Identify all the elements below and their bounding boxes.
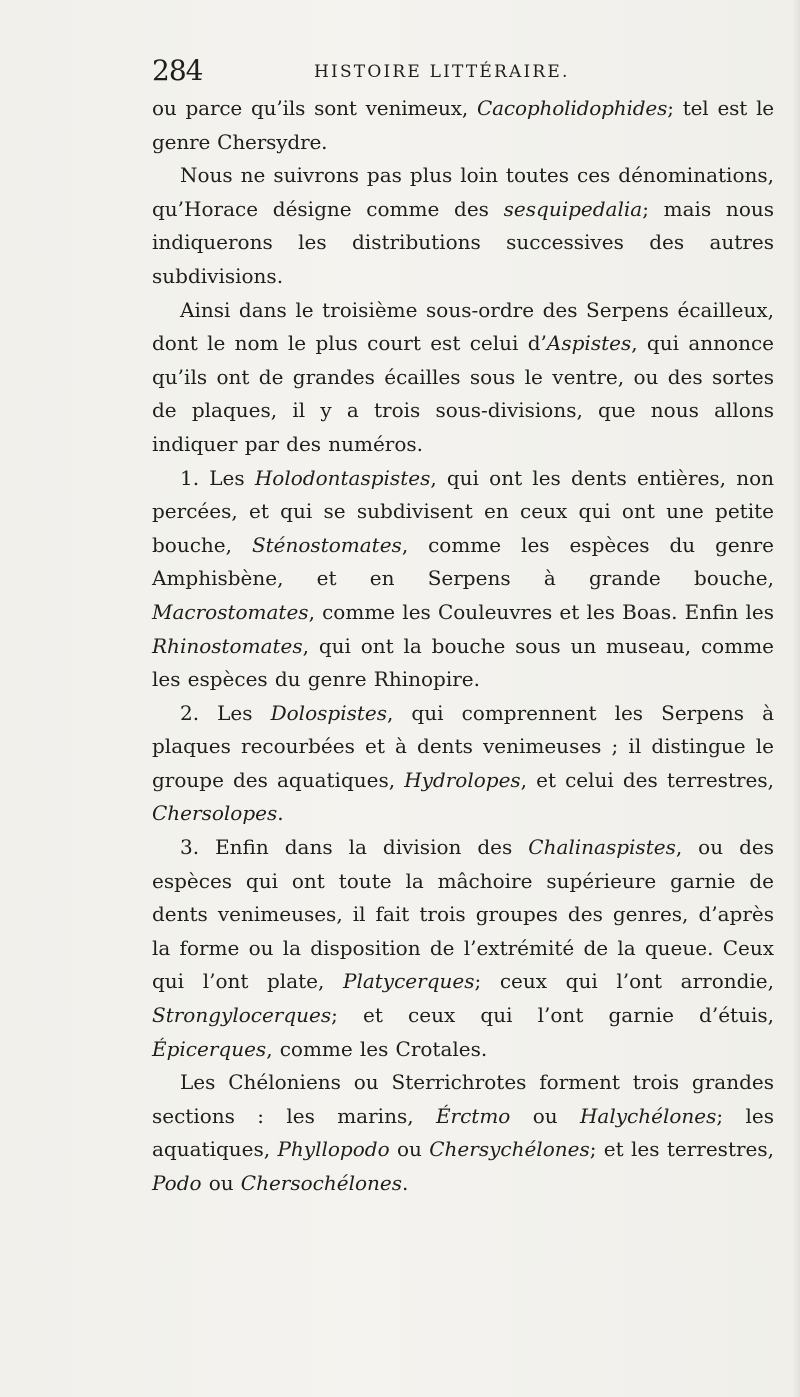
paragraph-5: [152, 697, 774, 831]
text-segment: .: [402, 1171, 409, 1195]
text-segment: ; tel est le genre Chersydre.: [152, 96, 774, 154]
text-segment: 2. Les: [180, 700, 271, 725]
text-segment: , et celui des terrestres,: [520, 767, 774, 792]
text-segment: , qui ont la bouche sous un museau, comme les espèces du genre Rhinopire.: [152, 633, 774, 692]
paragraph-7: [152, 1066, 774, 1200]
text-segment: Les Chéloniens ou Sterrichrotes forment trois grandes sections : les marins,: [152, 1070, 774, 1128]
text-segment: , qui comprennent les Serpens à plaques recourbées et à dents venimeuses ; il distingue le groupe des aquatiques,: [152, 700, 775, 792]
text-segment: Nous ne suivrons pas plus loin toutes ces dénominations, qu’Horace désigne comme des: [152, 163, 774, 221]
group-name: Chersolopes: [152, 801, 278, 826]
page-number: 284: [152, 54, 203, 87]
group-name: Érctmo: [435, 1103, 511, 1128]
group-name: Aspistes: [546, 331, 632, 356]
group-name: Platycerques: [342, 969, 475, 994]
text-segment: ; les aquatiques,: [152, 1103, 774, 1162]
group-name: Chersochélones: [240, 1171, 403, 1195]
group-name: Podo: [152, 1171, 202, 1195]
text-segment: , qui ont les dents entières, non percées, et qui se subdivisent en ceux qui ont une petite bouche,: [152, 465, 775, 557]
text-segment: ; et ceux qui l’ont garnie d’étuis,: [331, 1003, 774, 1028]
text-segment: ou: [510, 1103, 580, 1128]
text-segment: , ou des espèces qui ont toute la mâchoire supérieure garnie de dents venimeuses, il fait trois groupes des genres, d’après la forme ou la disposition de l’extrémité de la queue. Ceux qui l’ont plate,: [152, 835, 774, 994]
group-name: Phyllopodo: [277, 1137, 390, 1162]
paragraph-1: [152, 92, 774, 159]
text-segment: , qui annonce qu’ils ont de grandes écailles sous le ventre, ou des sortes de plaques, il y a trois sous-divisions, que nous allons indiquer par des numéros.: [152, 331, 774, 456]
paragraph-2: [152, 159, 774, 293]
text-segment: .: [277, 801, 284, 826]
text-segment: 3. Enfin dans la division des: [180, 835, 529, 860]
text-segment: Ainsi dans le troisième sous-ordre des Serpens écailleux, dont le nom le plus court est celui d’: [152, 297, 774, 356]
text-segment: ou: [201, 1171, 241, 1195]
paragraph-6: [152, 831, 774, 1066]
text-segment: , comme les Crotales.: [266, 1036, 488, 1061]
group-name: Chalinaspistes: [528, 835, 676, 860]
group-name: Hydrolopes: [404, 767, 521, 792]
group-name: Halychélones: [579, 1103, 717, 1128]
latin-term: sesquipedalia: [503, 196, 643, 221]
page-header: [152, 54, 760, 88]
paragraph-4: [152, 462, 774, 697]
text-segment: ; ceux qui l’ont arrondie,: [474, 969, 775, 994]
text-segment: ; mais nous indiquerons les distributions successives des autres subdivisions.: [152, 196, 775, 288]
text-segment: ; et les terrestres,: [589, 1137, 774, 1162]
paragraph-3: [152, 294, 774, 462]
group-name: Dolospistes: [270, 700, 387, 725]
text-segment: , comme les espèces du genre Amphisbène, et en Serpens à grande bouche,: [152, 532, 774, 591]
group-name: Chersychélones: [429, 1137, 590, 1162]
text-segment: ou parce qu’ils sont venimeux,: [152, 96, 477, 120]
group-name: Sténostomates: [251, 532, 402, 557]
group-name: Holodontaspistes: [254, 465, 431, 490]
running-title: HISTOIRE LITTÉRAIRE.: [314, 62, 570, 82]
page-edge-shadow: [792, 0, 800, 1397]
text-segment: , comme les Couleuvres et les Boas. Enfin les: [308, 599, 774, 624]
group-name: Rhinostomates: [152, 633, 303, 658]
group-name: Épicerques: [152, 1036, 267, 1061]
group-name: Strongylocerques: [152, 1003, 332, 1028]
text-segment: ou: [389, 1137, 430, 1162]
species-name: Cacopholidophides: [476, 96, 668, 120]
body-text: [152, 92, 774, 1201]
group-name: Macrostomates: [152, 599, 309, 624]
text-segment: 1. Les: [180, 465, 255, 490]
